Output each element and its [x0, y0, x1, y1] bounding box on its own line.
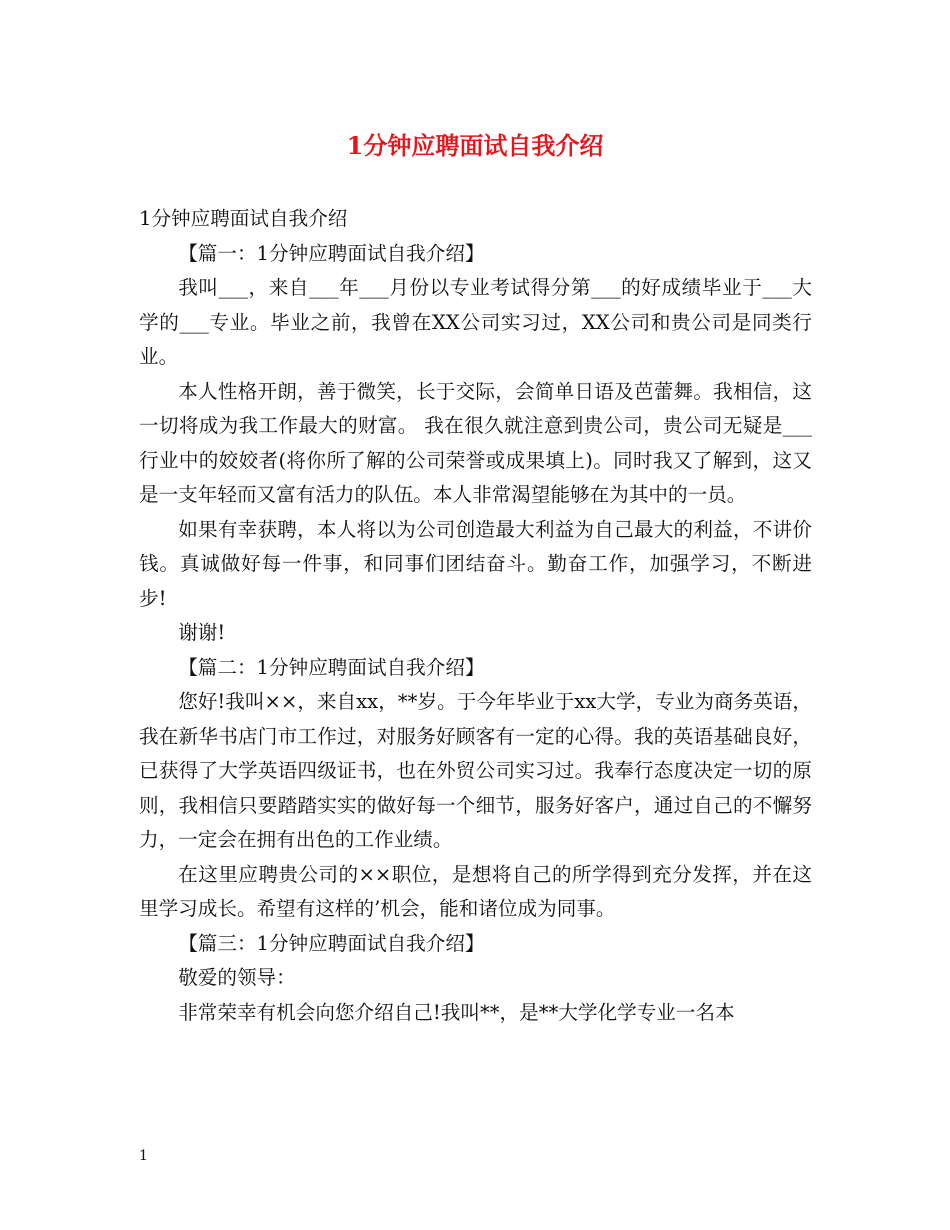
body-paragraph: 【篇一：1分钟应聘面试自我介绍】 [178, 241, 485, 265]
body-paragraph: 【篇三：1分钟应聘面试自我介绍】 [178, 931, 485, 955]
body-paragraph: 我叫___，来自___年___月份以专业考试得分第___的好成绩毕业于___大学的___专业。毕业之前，我曾在XX公司实习过，XX公司和贵公司是同类行业。 [139, 276, 812, 368]
page-number: 1 [139, 1148, 148, 1164]
body-paragraph: 非常荣幸有机会向您介绍自己!我叫**，是**大学化学专业一名本 [178, 1000, 735, 1024]
body-paragraph: 敬爱的领导： [178, 966, 296, 989]
body-paragraph: 本人性格开朗，善于微笑，长于交际，会简单日语及芭蕾舞。我相信，这一切将成为我工作最大的财富。 我在很久就注意到贵公司，贵公司无疑是___行业中的姣姣者(将你所了解的公司荣誉或成果填上)。同时我又了解到，这又是一支年轻而又富有活力的队伍。本人非常渴望能够在为其中的一员。 [139, 379, 812, 506]
body-paragraph: 【篇二：1分钟应聘面试自我介绍】 [178, 655, 485, 679]
body-paragraph: 1分钟应聘面试自我介绍 [139, 207, 348, 230]
body-paragraph: 如果有幸获聘，本人将以为公司创造最大利益为自己最大的利益，不讲价钱。真诚做好每一件事，和同事们团结奋斗。勤奋工作，加强学习，不断进步! [139, 517, 812, 610]
body-paragraph: 谢谢! [178, 621, 226, 644]
document-title: 1分钟应聘面试自我介绍 [346, 131, 604, 160]
body-paragraph: 您好!我叫××，来自xx，**岁。于今年毕业于xx大学，专业为商务英语，我在新华书店门市工作过，对服务好顾客有一定的心得。我的英语基础良好，已获得了大学英语四级证书，也在外贸公司实习过。我奉行态度决定一切的原则，我相信只要踏踏实实的做好每一个细节，服务好客户，通过自己的不懈努力，一定会在拥有出色的工作业绩。 [139, 690, 812, 851]
body-paragraph: 在这里应聘贵公司的××职位，是想将自己的所学得到充分发挥，并在这里学习成长。希望有这样的’机会，能和诸位成为同事。 [139, 862, 812, 920]
document-body [139, 202, 812, 1030]
